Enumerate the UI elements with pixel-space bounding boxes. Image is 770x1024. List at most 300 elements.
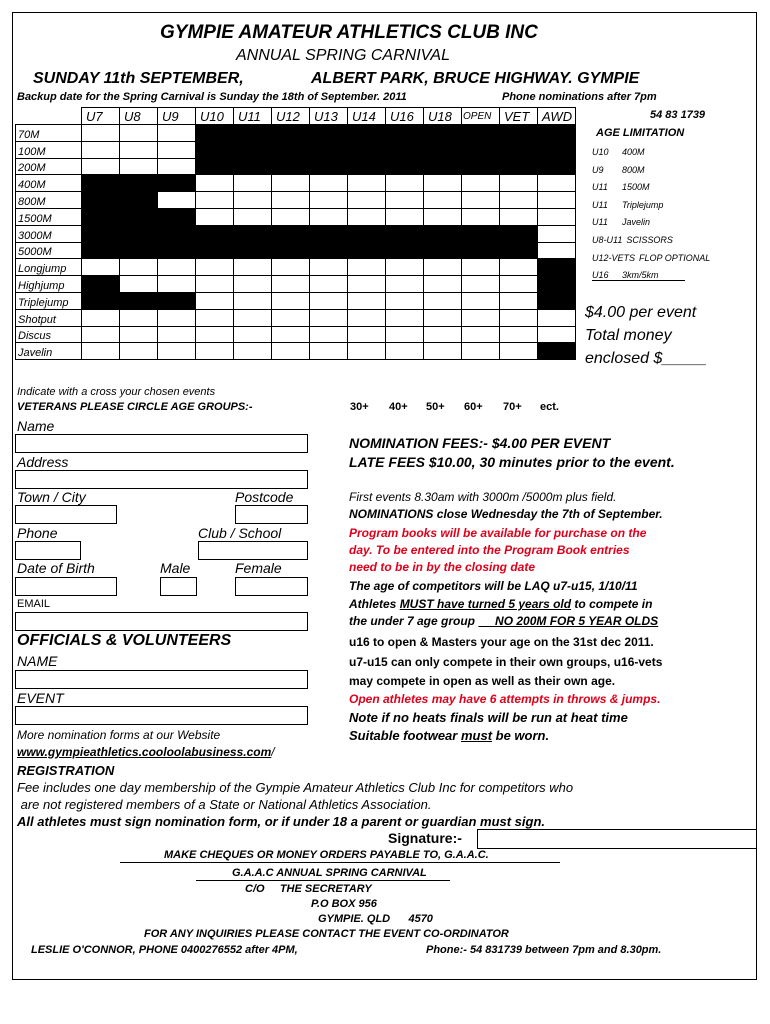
event-row bbox=[16, 141, 576, 158]
event-checkbox-cell[interactable] bbox=[386, 343, 424, 360]
unavailable-cell bbox=[234, 141, 272, 158]
event-checkbox-cell[interactable] bbox=[538, 225, 576, 242]
veterans-label: VETERANS PLEASE CIRCLE AGE GROUPS:- bbox=[17, 401, 253, 413]
event-row bbox=[16, 192, 576, 209]
event-checkbox-cell[interactable] bbox=[82, 158, 120, 175]
event-row bbox=[16, 208, 576, 225]
u16-line-2: u7-u15 can only compete in their own groups, u16-vets bbox=[349, 655, 663, 669]
unavailable-cell bbox=[120, 242, 158, 259]
official-name-label: NAME bbox=[17, 653, 58, 669]
event-checkbox-cell[interactable] bbox=[348, 208, 386, 225]
event-name: Highjump bbox=[16, 276, 82, 293]
column-header: U11 bbox=[234, 108, 272, 125]
official-event-input[interactable] bbox=[15, 706, 308, 725]
event-checkbox-cell[interactable] bbox=[120, 309, 158, 326]
event-checkbox-cell[interactable] bbox=[386, 208, 424, 225]
unavailable-cell bbox=[158, 292, 196, 309]
unavailable-cell bbox=[424, 225, 462, 242]
must-turn-5 bbox=[349, 597, 652, 611]
event-name: 400M bbox=[16, 175, 82, 192]
age-limitation-age: U8-U11 bbox=[592, 235, 623, 245]
age-limitation-event: 3km/5km bbox=[622, 270, 659, 281]
event-checkbox-cell[interactable] bbox=[234, 276, 272, 293]
event-checkbox-cell[interactable] bbox=[500, 259, 538, 276]
event-row bbox=[16, 276, 576, 293]
registration-title: REGISTRATION bbox=[17, 763, 115, 778]
unavailable-cell bbox=[158, 225, 196, 242]
event-checkbox-cell[interactable] bbox=[424, 259, 462, 276]
event-checkbox-cell[interactable] bbox=[386, 259, 424, 276]
event-grid bbox=[15, 107, 576, 360]
event-checkbox-cell[interactable] bbox=[272, 326, 310, 343]
event-checkbox-cell[interactable] bbox=[348, 259, 386, 276]
event-checkbox-cell[interactable] bbox=[196, 259, 234, 276]
age-limitation-age: U11 bbox=[592, 182, 608, 193]
event-name: 800M bbox=[16, 192, 82, 209]
inquiries-line: FOR ANY INQUIRIES PLEASE CONTACT THE EVENT CO-ORDINATOR bbox=[144, 928, 509, 940]
event-checkbox-cell[interactable] bbox=[310, 343, 348, 360]
event-checkbox-cell[interactable] bbox=[82, 309, 120, 326]
event-checkbox-cell[interactable] bbox=[234, 259, 272, 276]
unavailable-cell bbox=[348, 242, 386, 259]
event-checkbox-cell[interactable] bbox=[348, 343, 386, 360]
u16-line-3: may compete in open as well as their own age. bbox=[349, 674, 616, 688]
unavailable-cell bbox=[500, 225, 538, 242]
must-turn-5-a: Athletes bbox=[349, 597, 400, 611]
event-checkbox-cell[interactable] bbox=[348, 175, 386, 192]
event-checkbox-cell[interactable] bbox=[386, 175, 424, 192]
event-checkbox-cell[interactable] bbox=[82, 343, 120, 360]
event-checkbox-cell[interactable] bbox=[310, 309, 348, 326]
footwear-b: must bbox=[460, 728, 493, 743]
enclosed-amount: enclosed $_____ bbox=[585, 350, 707, 367]
event-checkbox-cell[interactable] bbox=[120, 259, 158, 276]
event-checkbox-cell[interactable] bbox=[310, 259, 348, 276]
event-checkbox-cell[interactable] bbox=[310, 276, 348, 293]
event-checkbox-cell[interactable] bbox=[462, 309, 500, 326]
event-checkbox-cell[interactable] bbox=[500, 208, 538, 225]
event-checkbox-cell[interactable] bbox=[462, 326, 500, 343]
veteran-age-group[interactable]: 50+ bbox=[426, 401, 445, 413]
event-name: Discus bbox=[16, 326, 82, 343]
event-checkbox-cell[interactable] bbox=[500, 175, 538, 192]
event-checkbox-cell[interactable] bbox=[348, 326, 386, 343]
event-checkbox-cell[interactable] bbox=[462, 276, 500, 293]
event-name: 1500M bbox=[16, 208, 82, 225]
event-checkbox-cell[interactable] bbox=[196, 192, 234, 209]
unavailable-cell bbox=[82, 276, 120, 293]
age-limitation-event: 400M bbox=[622, 147, 645, 157]
signature-label: Signature:- bbox=[388, 830, 462, 846]
veteran-age-group[interactable]: 60+ bbox=[464, 401, 483, 413]
event-row bbox=[16, 175, 576, 192]
event-checkbox-cell[interactable] bbox=[462, 208, 500, 225]
footwear-a: Suitable footwear bbox=[349, 728, 461, 743]
event-checkbox-cell[interactable] bbox=[386, 292, 424, 309]
age-limitation-item bbox=[592, 217, 650, 227]
event-checkbox-cell[interactable] bbox=[158, 326, 196, 343]
unavailable-cell bbox=[272, 125, 310, 142]
unavailable-cell bbox=[120, 175, 158, 192]
event-row bbox=[16, 158, 576, 175]
unavailable-cell bbox=[424, 141, 462, 158]
male-label: Male bbox=[160, 560, 191, 576]
event-checkbox-cell[interactable] bbox=[196, 208, 234, 225]
event-checkbox-cell[interactable] bbox=[234, 326, 272, 343]
unavailable-cell bbox=[272, 225, 310, 242]
unavailable-cell bbox=[348, 141, 386, 158]
address-line-2: C/O THE SECRETARY bbox=[245, 883, 372, 895]
event-checkbox-cell[interactable] bbox=[348, 192, 386, 209]
event-checkbox-cell[interactable] bbox=[196, 292, 234, 309]
unavailable-cell bbox=[348, 125, 386, 142]
unavailable-cell bbox=[120, 225, 158, 242]
unavailable-cell bbox=[310, 225, 348, 242]
age-limitation-item bbox=[592, 182, 650, 192]
unavailable-cell bbox=[82, 192, 120, 209]
unavailable-cell bbox=[82, 225, 120, 242]
event-checkbox-cell[interactable] bbox=[424, 276, 462, 293]
event-checkbox-cell[interactable] bbox=[310, 175, 348, 192]
unavailable-cell bbox=[158, 208, 196, 225]
event-checkbox-cell[interactable] bbox=[500, 326, 538, 343]
unavailable-cell bbox=[462, 242, 500, 259]
unavailable-cell bbox=[386, 158, 424, 175]
unavailable-cell bbox=[348, 225, 386, 242]
event-checkbox-cell[interactable] bbox=[158, 276, 196, 293]
address-input[interactable] bbox=[15, 470, 308, 489]
event-checkbox-cell[interactable] bbox=[120, 141, 158, 158]
event-name: 100M bbox=[16, 141, 82, 158]
age-limitation-age: U9 bbox=[592, 164, 604, 175]
event-checkbox-cell[interactable] bbox=[424, 208, 462, 225]
website-slash: / bbox=[271, 745, 275, 759]
event-name: 5000M bbox=[16, 242, 82, 259]
veteran-age-group[interactable]: 70+ bbox=[503, 401, 522, 413]
event-checkbox-cell[interactable] bbox=[234, 343, 272, 360]
unavailable-cell bbox=[538, 158, 576, 175]
town-label: Town / City bbox=[17, 489, 86, 505]
event-checkbox-cell[interactable] bbox=[310, 208, 348, 225]
nominations-close: NOMINATIONS close Wednesday the 7th of September. bbox=[349, 507, 663, 521]
unavailable-cell bbox=[538, 292, 576, 309]
unavailable-cell bbox=[120, 192, 158, 209]
total-money-label: Total money bbox=[585, 327, 672, 344]
unavailable-cell bbox=[462, 158, 500, 175]
event-checkbox-cell[interactable] bbox=[500, 192, 538, 209]
event-checkbox-cell[interactable] bbox=[424, 175, 462, 192]
official-name-input[interactable] bbox=[15, 670, 308, 689]
address-label: Address bbox=[17, 454, 69, 470]
event-checkbox-cell[interactable] bbox=[158, 259, 196, 276]
event-checkbox-cell[interactable] bbox=[462, 192, 500, 209]
event-checkbox-cell[interactable] bbox=[462, 343, 500, 360]
event-checkbox-cell[interactable] bbox=[158, 192, 196, 209]
backup-note: Backup date for the Spring Carnival is Sunday the 18th of September. 2011 bbox=[17, 91, 407, 103]
event-checkbox-cell[interactable] bbox=[272, 192, 310, 209]
event-checkbox-cell[interactable] bbox=[158, 125, 196, 142]
event-row bbox=[16, 292, 576, 309]
under7-note-a: the under 7 age group bbox=[349, 614, 479, 628]
unavailable-cell bbox=[82, 208, 120, 225]
unavailable-cell bbox=[272, 158, 310, 175]
column-header: U14 bbox=[348, 108, 386, 125]
event-checkbox-cell[interactable] bbox=[234, 309, 272, 326]
event-checkbox-cell[interactable] bbox=[348, 276, 386, 293]
unavailable-cell bbox=[158, 175, 196, 192]
dob-input[interactable] bbox=[15, 577, 117, 596]
address-underline bbox=[196, 880, 450, 881]
event-checkbox-cell[interactable] bbox=[310, 292, 348, 309]
unavailable-cell bbox=[500, 141, 538, 158]
event-checkbox-cell[interactable] bbox=[500, 309, 538, 326]
unavailable-cell bbox=[196, 242, 234, 259]
event-checkbox-cell[interactable] bbox=[424, 292, 462, 309]
program-line-3: need to be in by the closing date bbox=[349, 560, 536, 574]
phone-input[interactable] bbox=[15, 541, 81, 560]
event-checkbox-cell[interactable] bbox=[500, 343, 538, 360]
event-checkbox-cell[interactable] bbox=[120, 158, 158, 175]
event-checkbox-cell[interactable] bbox=[538, 326, 576, 343]
under7-note-b: NO 200M FOR 5 YEAR OLDS bbox=[478, 614, 659, 628]
event-checkbox-cell[interactable] bbox=[158, 158, 196, 175]
female-checkbox[interactable] bbox=[235, 577, 308, 596]
late-fees: LATE FEES $10.00, 30 minutes prior to the event. bbox=[349, 454, 675, 470]
age-limitation-age: U11 bbox=[592, 199, 608, 210]
event-checkbox-cell[interactable] bbox=[120, 276, 158, 293]
contact-line-2: Phone:- 54 831739 between 7pm and 8.30pm. bbox=[426, 944, 662, 956]
column-header: OPEN bbox=[462, 108, 500, 125]
email-label: EMAIL bbox=[17, 598, 51, 610]
male-checkbox[interactable] bbox=[160, 577, 197, 596]
event-checkbox-cell[interactable] bbox=[196, 343, 234, 360]
postcode-input[interactable] bbox=[235, 505, 308, 524]
event-checkbox-cell[interactable] bbox=[272, 276, 310, 293]
event-row bbox=[16, 125, 576, 142]
event-checkbox-cell[interactable] bbox=[272, 208, 310, 225]
event-checkbox-cell[interactable] bbox=[348, 309, 386, 326]
unavailable-cell bbox=[310, 242, 348, 259]
event-checkbox-cell[interactable] bbox=[500, 276, 538, 293]
unavailable-cell bbox=[462, 125, 500, 142]
heats-note: Note if no heats finals will be run at heat time bbox=[349, 710, 628, 725]
event-checkbox-cell[interactable] bbox=[272, 259, 310, 276]
age-limitation-age: U10 bbox=[592, 147, 609, 157]
unavailable-cell bbox=[272, 242, 310, 259]
unavailable-cell bbox=[462, 225, 500, 242]
unavailable-cell bbox=[82, 292, 120, 309]
age-limitation-item bbox=[592, 270, 685, 281]
age-limitation-event: FLOP OPTIONAL bbox=[639, 252, 711, 263]
per-event-fee: $4.00 per event bbox=[585, 304, 697, 321]
event-checkbox-cell[interactable] bbox=[158, 309, 196, 326]
event-checkbox-cell[interactable] bbox=[234, 192, 272, 209]
column-header: U13 bbox=[310, 108, 348, 125]
event-checkbox-cell[interactable] bbox=[196, 309, 234, 326]
event-checkbox-cell[interactable] bbox=[196, 326, 234, 343]
event-name: Shotput bbox=[16, 309, 82, 326]
column-header: VET bbox=[500, 108, 538, 125]
event-checkbox-cell[interactable] bbox=[310, 192, 348, 209]
event-checkbox-cell[interactable] bbox=[538, 309, 576, 326]
event-checkbox-cell[interactable] bbox=[310, 326, 348, 343]
event-checkbox-cell[interactable] bbox=[82, 259, 120, 276]
age-limitation-age: U12-VETS bbox=[592, 252, 636, 263]
unavailable-cell bbox=[120, 292, 158, 309]
u16-line-1: u16 to open & Masters your age on the 31st dec 2011. bbox=[349, 635, 654, 649]
veteran-age-group[interactable]: 40+ bbox=[389, 401, 408, 413]
website-url[interactable] bbox=[17, 745, 275, 759]
event-name: Triplejump bbox=[16, 292, 82, 309]
event-checkbox-cell[interactable] bbox=[538, 192, 576, 209]
open-attempts: Open athletes may have 6 attempts in throws & jumps. bbox=[349, 692, 661, 706]
program-line-1: Program books will be available for purchase on the bbox=[349, 526, 647, 540]
unavailable-cell bbox=[538, 141, 576, 158]
event-checkbox-cell[interactable] bbox=[538, 208, 576, 225]
female-label: Female bbox=[235, 560, 282, 576]
event-checkbox-cell[interactable] bbox=[538, 242, 576, 259]
event-checkbox-cell[interactable] bbox=[234, 175, 272, 192]
unavailable-cell bbox=[120, 208, 158, 225]
event-checkbox-cell[interactable] bbox=[120, 343, 158, 360]
town-input[interactable] bbox=[15, 505, 117, 524]
unavailable-cell bbox=[424, 158, 462, 175]
event-row bbox=[16, 326, 576, 343]
website-label: More nomination forms at our Website bbox=[17, 728, 221, 742]
age-limitation-age: U11 bbox=[592, 217, 608, 228]
age-limitation-item bbox=[592, 253, 710, 263]
event-checkbox-cell[interactable] bbox=[82, 326, 120, 343]
event-name: 70M bbox=[16, 125, 82, 142]
event-checkbox-cell[interactable] bbox=[234, 292, 272, 309]
event-row bbox=[16, 259, 576, 276]
event-row bbox=[16, 225, 576, 242]
column-header: U9 bbox=[158, 108, 196, 125]
event-checkbox-cell[interactable] bbox=[82, 141, 120, 158]
event-checkbox-cell[interactable] bbox=[424, 309, 462, 326]
column-header: U16 bbox=[386, 108, 424, 125]
event-checkbox-cell[interactable] bbox=[386, 192, 424, 209]
website-link[interactable]: www.gympieathletics.cooloolabusiness.com bbox=[17, 745, 272, 759]
laq-age: The age of competitors will be LAQ u7-u15, 1/10/11 bbox=[349, 579, 638, 593]
event-checkbox-cell[interactable] bbox=[500, 292, 538, 309]
event-checkbox-cell[interactable] bbox=[348, 292, 386, 309]
event-checkbox-cell[interactable] bbox=[462, 292, 500, 309]
unavailable-cell bbox=[82, 175, 120, 192]
age-limitation-title: AGE LIMITATION bbox=[596, 127, 685, 139]
phone-note: Phone nominations after 7pm bbox=[502, 91, 657, 103]
event-checkbox-cell[interactable] bbox=[158, 141, 196, 158]
official-event-label: EVENT bbox=[17, 690, 64, 706]
unavailable-cell bbox=[348, 158, 386, 175]
name-label: Name bbox=[17, 418, 55, 434]
signature-box[interactable] bbox=[477, 829, 757, 849]
event-checkbox-cell[interactable] bbox=[120, 125, 158, 142]
column-header: AWD bbox=[538, 108, 576, 125]
event-checkbox-cell[interactable] bbox=[120, 326, 158, 343]
event-checkbox-cell[interactable] bbox=[272, 309, 310, 326]
age-limitation-event: Javelin bbox=[622, 217, 651, 228]
event-checkbox-cell[interactable] bbox=[424, 343, 462, 360]
event-checkbox-cell[interactable] bbox=[82, 125, 120, 142]
age-limitation-event: 800M bbox=[622, 164, 645, 175]
officials-title: OFFICIALS & VOLUNTEERS bbox=[17, 632, 232, 649]
program-line-2: day. To be entered into the Program Book entries bbox=[349, 543, 630, 557]
must-turn-5-b: MUST have turned 5 years old bbox=[399, 597, 572, 611]
event-checkbox-cell[interactable] bbox=[234, 208, 272, 225]
age-limitation-event: Triplejump bbox=[622, 199, 664, 210]
dob-label: Date of Birth bbox=[17, 560, 95, 576]
event-checkbox-cell[interactable] bbox=[424, 192, 462, 209]
unavailable-cell bbox=[386, 125, 424, 142]
first-events: First events 8.30am with 3000m /5000m plus field. bbox=[349, 490, 617, 504]
postcode-label: Postcode bbox=[235, 489, 294, 505]
event-checkbox-cell[interactable] bbox=[158, 343, 196, 360]
event-checkbox-cell[interactable] bbox=[424, 326, 462, 343]
event-checkbox-cell[interactable] bbox=[462, 175, 500, 192]
veteran-age-group[interactable]: ect. bbox=[540, 401, 559, 413]
unavailable-cell bbox=[196, 125, 234, 142]
event-checkbox-cell[interactable] bbox=[538, 175, 576, 192]
unavailable-cell bbox=[234, 242, 272, 259]
event-checkbox-cell[interactable] bbox=[386, 276, 424, 293]
address-line-1: G.A.A.C ANNUAL SPRING CARNIVAL bbox=[232, 867, 427, 879]
event-row bbox=[16, 242, 576, 259]
event-checkbox-cell[interactable] bbox=[462, 259, 500, 276]
footwear-c: be worn. bbox=[492, 728, 550, 743]
age-limitation-item bbox=[592, 200, 663, 210]
unavailable-cell bbox=[500, 125, 538, 142]
event-checkbox-cell[interactable] bbox=[386, 326, 424, 343]
event-name: 200M bbox=[16, 158, 82, 175]
unavailable-cell bbox=[538, 276, 576, 293]
nomination-fees: NOMINATION FEES:- $4.00 PER EVENT bbox=[349, 435, 611, 451]
carnival-title: ANNUAL SPRING CARNIVAL bbox=[236, 47, 450, 64]
unavailable-cell bbox=[386, 242, 424, 259]
address-line-3: P.O BOX 956 bbox=[311, 898, 377, 910]
phone-number: 54 83 1739 bbox=[650, 109, 706, 121]
age-limitation-event: SCISSORS bbox=[626, 235, 673, 245]
column-header: U8 bbox=[120, 108, 158, 125]
unavailable-cell bbox=[386, 141, 424, 158]
club-input[interactable] bbox=[198, 541, 308, 560]
unavailable-cell bbox=[310, 141, 348, 158]
age-limitation-event: 1500M bbox=[622, 182, 650, 193]
event-row bbox=[16, 309, 576, 326]
event-checkbox-cell[interactable] bbox=[196, 175, 234, 192]
event-name: Longjump bbox=[16, 259, 82, 276]
unavailable-cell bbox=[538, 259, 576, 276]
venue-line: ALBERT PARK, BRUCE HIGHWAY. GYMPIE bbox=[311, 70, 640, 87]
age-limitation-item bbox=[592, 147, 645, 157]
event-checkbox-cell[interactable] bbox=[272, 175, 310, 192]
event-checkbox-cell[interactable] bbox=[272, 343, 310, 360]
email-input[interactable] bbox=[15, 612, 308, 631]
unavailable-cell bbox=[272, 141, 310, 158]
column-header: U10 bbox=[196, 108, 234, 125]
registration-line-2: are not registered members of a State or National Athletics Association. bbox=[17, 797, 432, 812]
veteran-age-group[interactable]: 30+ bbox=[350, 401, 369, 413]
unavailable-cell bbox=[196, 158, 234, 175]
event-checkbox-cell[interactable] bbox=[196, 276, 234, 293]
event-checkbox-cell[interactable] bbox=[272, 292, 310, 309]
name-input[interactable] bbox=[15, 434, 308, 453]
club-title: GYMPIE AMATEUR ATHLETICS CLUB INC bbox=[160, 22, 538, 43]
unavailable-cell bbox=[424, 125, 462, 142]
address-line-4: GYMPIE. QLD 4570 bbox=[318, 913, 433, 925]
event-checkbox-cell[interactable] bbox=[386, 309, 424, 326]
club-label: Club / School bbox=[198, 525, 282, 541]
